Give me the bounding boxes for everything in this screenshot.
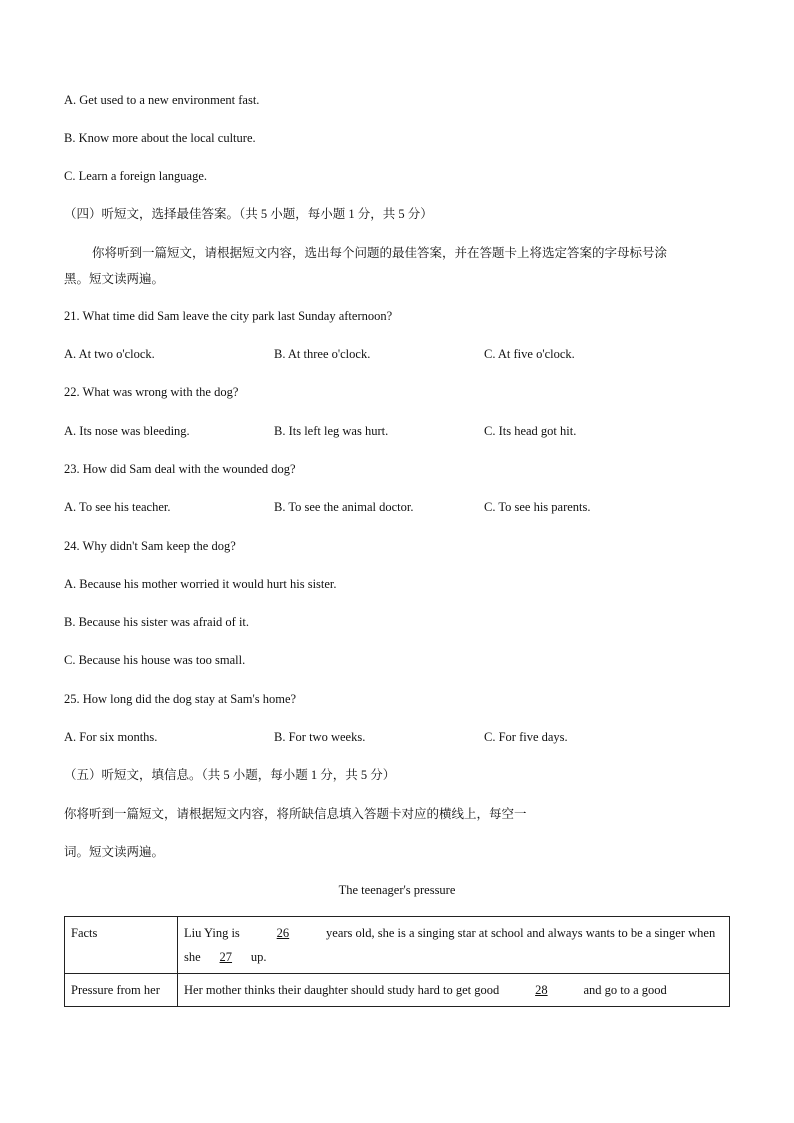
section4-instruction-1: 你将听到一篇短文，请根据短文内容，选出每个问题的最佳答案，并在答题卡上将选定答案的字母标号涂 [92, 246, 668, 260]
question-24: 24. Why didn't Sam keep the dog? [64, 539, 236, 553]
q24-option-b: B. Because his sister was afraid of it. [64, 615, 250, 629]
blank-28: 28 [535, 983, 548, 997]
row-content-pressure [178, 974, 730, 1007]
text-segment: Her mother thinks their daughter should study hard to get good [184, 983, 503, 997]
prev-option-c: C. Learn a foreign language. [64, 169, 207, 183]
row-key-facts: Facts [65, 917, 178, 974]
q22-option-c: C. Its head got hit. [484, 424, 577, 438]
section4-instruction-2: 黑。短文读两遍。 [64, 272, 165, 286]
text-segment: years old, she is a singing star at school and always wants to be a singer when she [184, 926, 716, 964]
blank-27: 27 [219, 950, 233, 964]
q24-option-a: A. Because his mother worried it would hurt his sister. [64, 577, 337, 591]
table-title: The teenager's pressure [338, 883, 456, 897]
q21-option-b: B. At three o'clock. [274, 347, 371, 361]
question-21: 21. What time did Sam leave the city park last Sunday afternoon? [64, 309, 393, 323]
info-table [64, 916, 730, 1007]
section5-instruction-2: 词。短文读两遍。 [64, 845, 165, 859]
prev-option-a: A. Get used to a new environment fast. [64, 93, 260, 107]
q25-option-c: C. For five days. [484, 730, 568, 744]
q24-option-c: C. Because his house was too small. [64, 653, 246, 667]
q23-option-c: C. To see his parents. [484, 500, 591, 514]
question-23: 23. How did Sam deal with the wounded dog? [64, 462, 296, 476]
q21-option-a: A. At two o'clock. [64, 347, 155, 361]
row-content-facts [178, 917, 730, 974]
table-row [65, 917, 730, 974]
q25-option-a: A. For six months. [64, 730, 158, 744]
row-key-pressure: Pressure from her [65, 974, 178, 1007]
q21-option-c: C. At five o'clock. [484, 347, 575, 361]
table-row [65, 974, 730, 1007]
section4-heading: （四）听短文，选择最佳答案。（共 5 小题，每小题 1 分，共 5 分） [64, 207, 433, 221]
q25-option-b: B. For two weeks. [274, 730, 366, 744]
q22-option-a: A. Its nose was bleeding. [64, 424, 190, 438]
q23-option-b: B. To see the animal doctor. [274, 500, 414, 514]
text-segment: Liu Ying is [184, 926, 243, 940]
section5-heading: （五）听短文，填信息。（共 5 小题，每小题 1 分，共 5 分） [64, 768, 396, 782]
question-25: 25. How long did the dog stay at Sam's home? [64, 692, 297, 706]
prev-option-b: B. Know more about the local culture. [64, 131, 256, 145]
text-segment: and go to a good [580, 983, 667, 997]
section5-instruction-1: 你将听到一篇短文，请根据短文内容，将所缺信息填入答题卡对应的横线上，每空一 [64, 807, 527, 821]
blank-26: 26 [276, 926, 290, 940]
text-segment: up. [247, 950, 267, 964]
question-22: 22. What was wrong with the dog? [64, 385, 239, 399]
q23-option-a: A. To see his teacher. [64, 500, 171, 514]
q22-option-b: B. Its left leg was hurt. [274, 424, 389, 438]
